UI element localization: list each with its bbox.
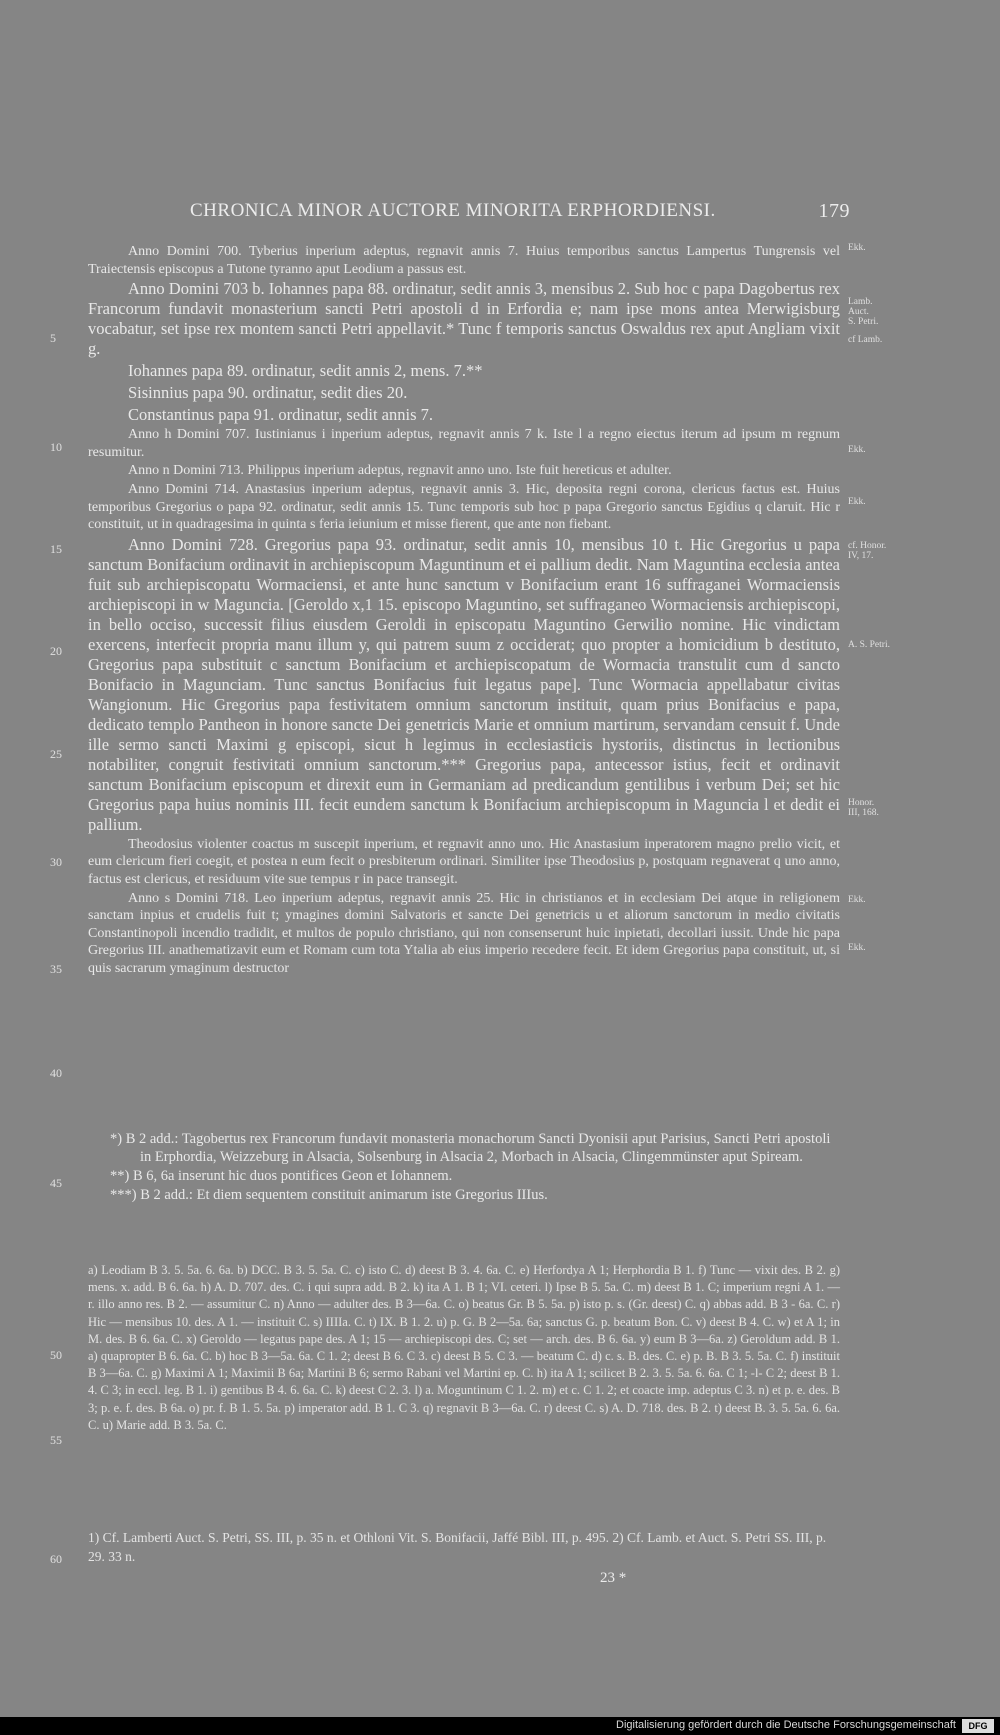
marginal-note: cf. Honor.	[848, 541, 887, 551]
line-number: 60	[50, 1552, 62, 1566]
line-number: 40	[50, 1066, 62, 1080]
main-text	[88, 243, 840, 979]
line-number: 50	[50, 1348, 62, 1362]
critical-apparatus: a) Leodiam B 3. 5. 5a. 6. 6a. b) DCC. B 3. 5. 5a. C. c) isto C. d) deest B 3. 4. 6a. C. e) Herfordya A 1; Herphordia B 1. f) Tunc — vixit des. B 2. g) mens. x. add. B 6. 6a. h) A. D. 707. des. C. i qui supra add. B 2. k) ita A 1. B 1; VI. ceteri. l) Ipse B 5. 5a. C. m) deest B 1. C; imperium regni A 1. — r. illo anno res. B 2. — assumitur C. n) Anno — adulter des. B 3—6a. C. o) beatus Gr. B 5. 5a. p) isto p. s. (Gr. deest) C. q) abbas add. B 3 - 6a. C. r) Hic — mensibus 10. des. A 1. — instituit C. s) IIIIa. C. t) IX. B 1. 2. u) p. G. B 2—5a. 6a; sanctus G. p. beatum Bon. C. v) deest B 4. C. w) et A 1; in M. des. B 6. 6a. C. x) Geroldo — legatus pape des. A 1; 15 — archiepiscopi des. C; set — arch. des. B 6. 6a. y) eum B 3—6a. z) Geroldum add. B 1. a) quapropter B 6. 6a. C. b) hoc B 3—5a. 6a. C 1. 2; deest B 6. C 3. c) deest B 5. C 3. — beatum C. d) c. s. B. des. C. e) p. B. B 3. 5. 5a. C. f) instituit B 3—6a. C. g) Maximi A 1; Maximii B 6a; Martini B 6; sermo Rabani vel Martini ep. C. h) ita A 1; scilicet B 2. 3. 5. 5a. 6. 6a. C 1; -l- C 2; deest B 1. 4. C 3; in eccl. leg. B 1. i) gentibus B 4. 6. 6a. C. k) deest C 2. 3. l) a. Moguntinum C 1. 2. m) et c. C 1. 2; et coacte imp. adeptus C 3. n) et p. e. des. B 3; p. e. f. des. B 6a. o) pr. f. B 1. 5. 5a. p) imperator add. B 1. C 3. q) regnavit B 3—6a. C. r) deest C. s) A. D. 718. des. B 2. t) deest B. 3. 5. 5a. 6. 6a. C. u) Marie add. B 3. 5a. C.	[88, 1263, 840, 1432]
text-paragraph: Anno n Domini 713. Philippus inperium adeptus, regnavit anno uno. Iste fuit hereticus et adulter.	[128, 463, 672, 479]
text-paragraph: Anno Domini 703 b. Iohannes papa 88. ordinatur, sedit annis 3, mensibus 2. Sub hoc c papa Dagobertus rex Francorum fundavit monasterium sancti Petri apostoli d in Erfordia e; nam ipse mons antea Merwigisburg vocabatur, set ipse rex montem sancti Petri appellavit.* Tunc f temporis sanctus Oswaldus rex aput Angliam vixit g.	[88, 279, 840, 359]
marginal-note: Ekk.	[848, 243, 866, 253]
digitization-credit-bar	[0, 1717, 1000, 1735]
marginal-note: Lamb.	[848, 297, 873, 307]
star-footnote: ***) B 2 add.: Et diem sequentem constituit animarum iste Gregorius IIIus.	[110, 1187, 548, 1203]
page-title: CHRONICA MINOR AUCTORE MINORITA ERPHORDIENSI.	[190, 200, 716, 221]
marginal-note: Auct.	[848, 307, 869, 317]
line-number: 5	[50, 331, 56, 345]
line-number: 20	[50, 644, 62, 658]
text-paragraph: Anno Domini 700. Tyberius inperium adeptus, regnavit annis 7. Huius temporibus sanctus Lampertus Tungrensis vel Traiectensis episcopus a Tutone tyranno aput Leodium a passus est.	[88, 244, 840, 277]
text-paragraph: Iohannes papa 89. ordinatur, sedit annis 2, mens. 7.**	[128, 361, 483, 381]
dfg-logo-icon: DFG	[962, 1719, 994, 1733]
marginal-note: A. S. Petri.	[848, 640, 890, 650]
line-number: 30	[50, 855, 62, 869]
marginal-note: Ekk.	[848, 895, 866, 905]
marginal-note: Honor.	[848, 798, 875, 808]
reference-notes: 1) Cf. Lamberti Auct. S. Petri, SS. III, p. 35 n. et Othloni Vit. S. Bonifacii, Jaffé Bibl. III, p. 495. 2) Cf. Lamb. et Auct. S. Petri SS. III, p. 29. 33 n.	[88, 1530, 827, 1564]
line-number: 10	[50, 440, 62, 454]
text-paragraph: Anno Domini 728. Gregorius papa 93. ordinatur, sedit annis 10, mensibus 10 t. Hic Gregorius u papa sanctum Bonifacium ordinavit in archiepiscopum Maguntinum et ei pallium dedit. Nam Maguntina ecclesia antea fuit sub archiepiscopatu Wormaciensi, et ante hunc sanctum v Bonifacium erant 16 suffraganei Wormaciensis archiepiscopi in w Maguncia. [Geroldo x,1 15. episcopo Maguntino, set suffraganeo Wormaciensis archiepiscopi, in bello occiso, successit filius eiusdem Geroldi in episcopatu Maguntino Gerwilio nomine. Hic vindictam exercens, interfecit propria manu illum y, qui patrem suum z occiderat; quo propter a homicidium b destituto, Gregorius papa substituit c sanctum Bonifacium et archiepiscopatum de Wormacia transtulit cum d sancto Bonifacio in Magunciam. Tunc sanctus Bonifacius fuit legatus pape]. Tunc Wormacia appellabatur civitas Wangionum. Hic Gregorius papa festivitatem omnium sanctorum instituit, quam prius Bonifacius e papa, dedicato templo Pantheon in honore sancte Dei genetricis Marie et omnium martirum, servandam censuit f. Unde ille sermo sancti Maximi g episcopi, sicut h legimus in ecclesiasticis hystoriis, distinctus in lectionibus notabiliter, congruit festivitati omnium sanctorum.*** Gregorius papa, antecessor istius, fecit et ordinavit sanctum Bonifacium episcopum et direxit eum in Germaniam ad predicandum gentilibus i verbum Dei; set hic Gregorius papa huius nominis III. fecit eundem sanctum k Bonifacium archiepiscopum in Maguncia l et dedit ei pallium.	[88, 534, 840, 834]
marginal-note: cf Lamb.	[848, 335, 883, 345]
text-paragraph: Theodosius violenter coactus m suscepit inperium, et regnavit anno uno. Hic Anastasium inperatorem magno prelio vicit, et eum clericum fieri coegit, et postea n eum fecit o presbiterum ordinari. Similiter ipse Theodosius p, postquam regnaverat q uno anno, factus est clericus, et residuum vite sue tempus r in pace transegit.	[88, 836, 840, 887]
star-footnote: **) B 6, 6a inserunt hic duos pontifices Geon et Iohannem.	[110, 1168, 453, 1184]
marginal-note: Ekk.	[848, 445, 866, 455]
marginal-note: Ekk.	[848, 497, 866, 507]
star-footnote: *) B 2 add.: Tagobertus rex Francorum fundavit monasteria monachorum Sancti Dyonisii aput Parisius, Sancti Petri apostoli in Erphordia, Weizzeburg in Alsacia, Solsenburg in Alsacia 2, Morbach in Alsacia, Clingemmünster aput Spiream.	[110, 1131, 831, 1165]
text-paragraph: Anno s Domini 718. Leo inperium adeptus, regnavit annis 25. Hic in christianos et in ecclesiam Dei atque in religionem sanctam inpius et crudelis fuit t; ymagines domini Salvatoris et sancte Dei genetricis u et aliorum sanctorum in medio civitatis Constantinopoli incendio tradidit, et multos de populo christiano, qui non consenserunt huic inpietati, decollari iussit. Unde hic papa Gregorius III. anathematizavit eum et Romam cum tota Ytalia ab eius imperio recedere fecit. Et idem Gregorius papa constituit, ut, si quis sacrarum ymaginum destructor	[88, 890, 840, 976]
line-number: 45	[50, 1176, 62, 1190]
running-header	[190, 200, 850, 222]
credit-text: Digitalisierung gefördert durch die Deutsche Forschungsgemeinschaft	[616, 1719, 956, 1731]
star-footnotes	[110, 1130, 840, 1205]
marginal-note: III, 168.	[848, 808, 879, 818]
line-number: 15	[50, 542, 62, 556]
text-paragraph: Sisinnius papa 90. ordinatur, sedit dies 20.	[128, 383, 408, 403]
marginal-note: S. Petri.	[848, 317, 879, 327]
marginal-note: Ekk.	[848, 943, 866, 953]
text-paragraph: Anno Domini 714. Anastasius inperium adeptus, regnavit annis 3. Hic, deposita regni corona, clericus factus est. Huius temporibus Gregorius o papa 92. ordinatur, sedit annis 15. Tunc temporis sub hoc p papa Gregorio sanctus Egidius q claruit. Hic r constituit, ut in quadragesima in quinta s feria ieiunium et misse fierent, que ante non fiebant.	[88, 481, 840, 533]
signature-mark: 23 *	[600, 1570, 627, 1586]
line-number: 55	[50, 1433, 62, 1447]
text-paragraph: Constantinus papa 91. ordinatur, sedit annis 7.	[128, 405, 434, 425]
line-number: 25	[50, 747, 62, 761]
text-paragraph: Anno h Domini 707. Iustinianus i inperium adeptus, regnavit annis 7 k. Iste l a regno eiectus iterum ad ipsum m regnum resumitur.	[88, 427, 840, 460]
page-number: 179	[818, 200, 850, 222]
marginal-note: IV, 17.	[848, 551, 874, 561]
line-number: 35	[50, 962, 62, 976]
